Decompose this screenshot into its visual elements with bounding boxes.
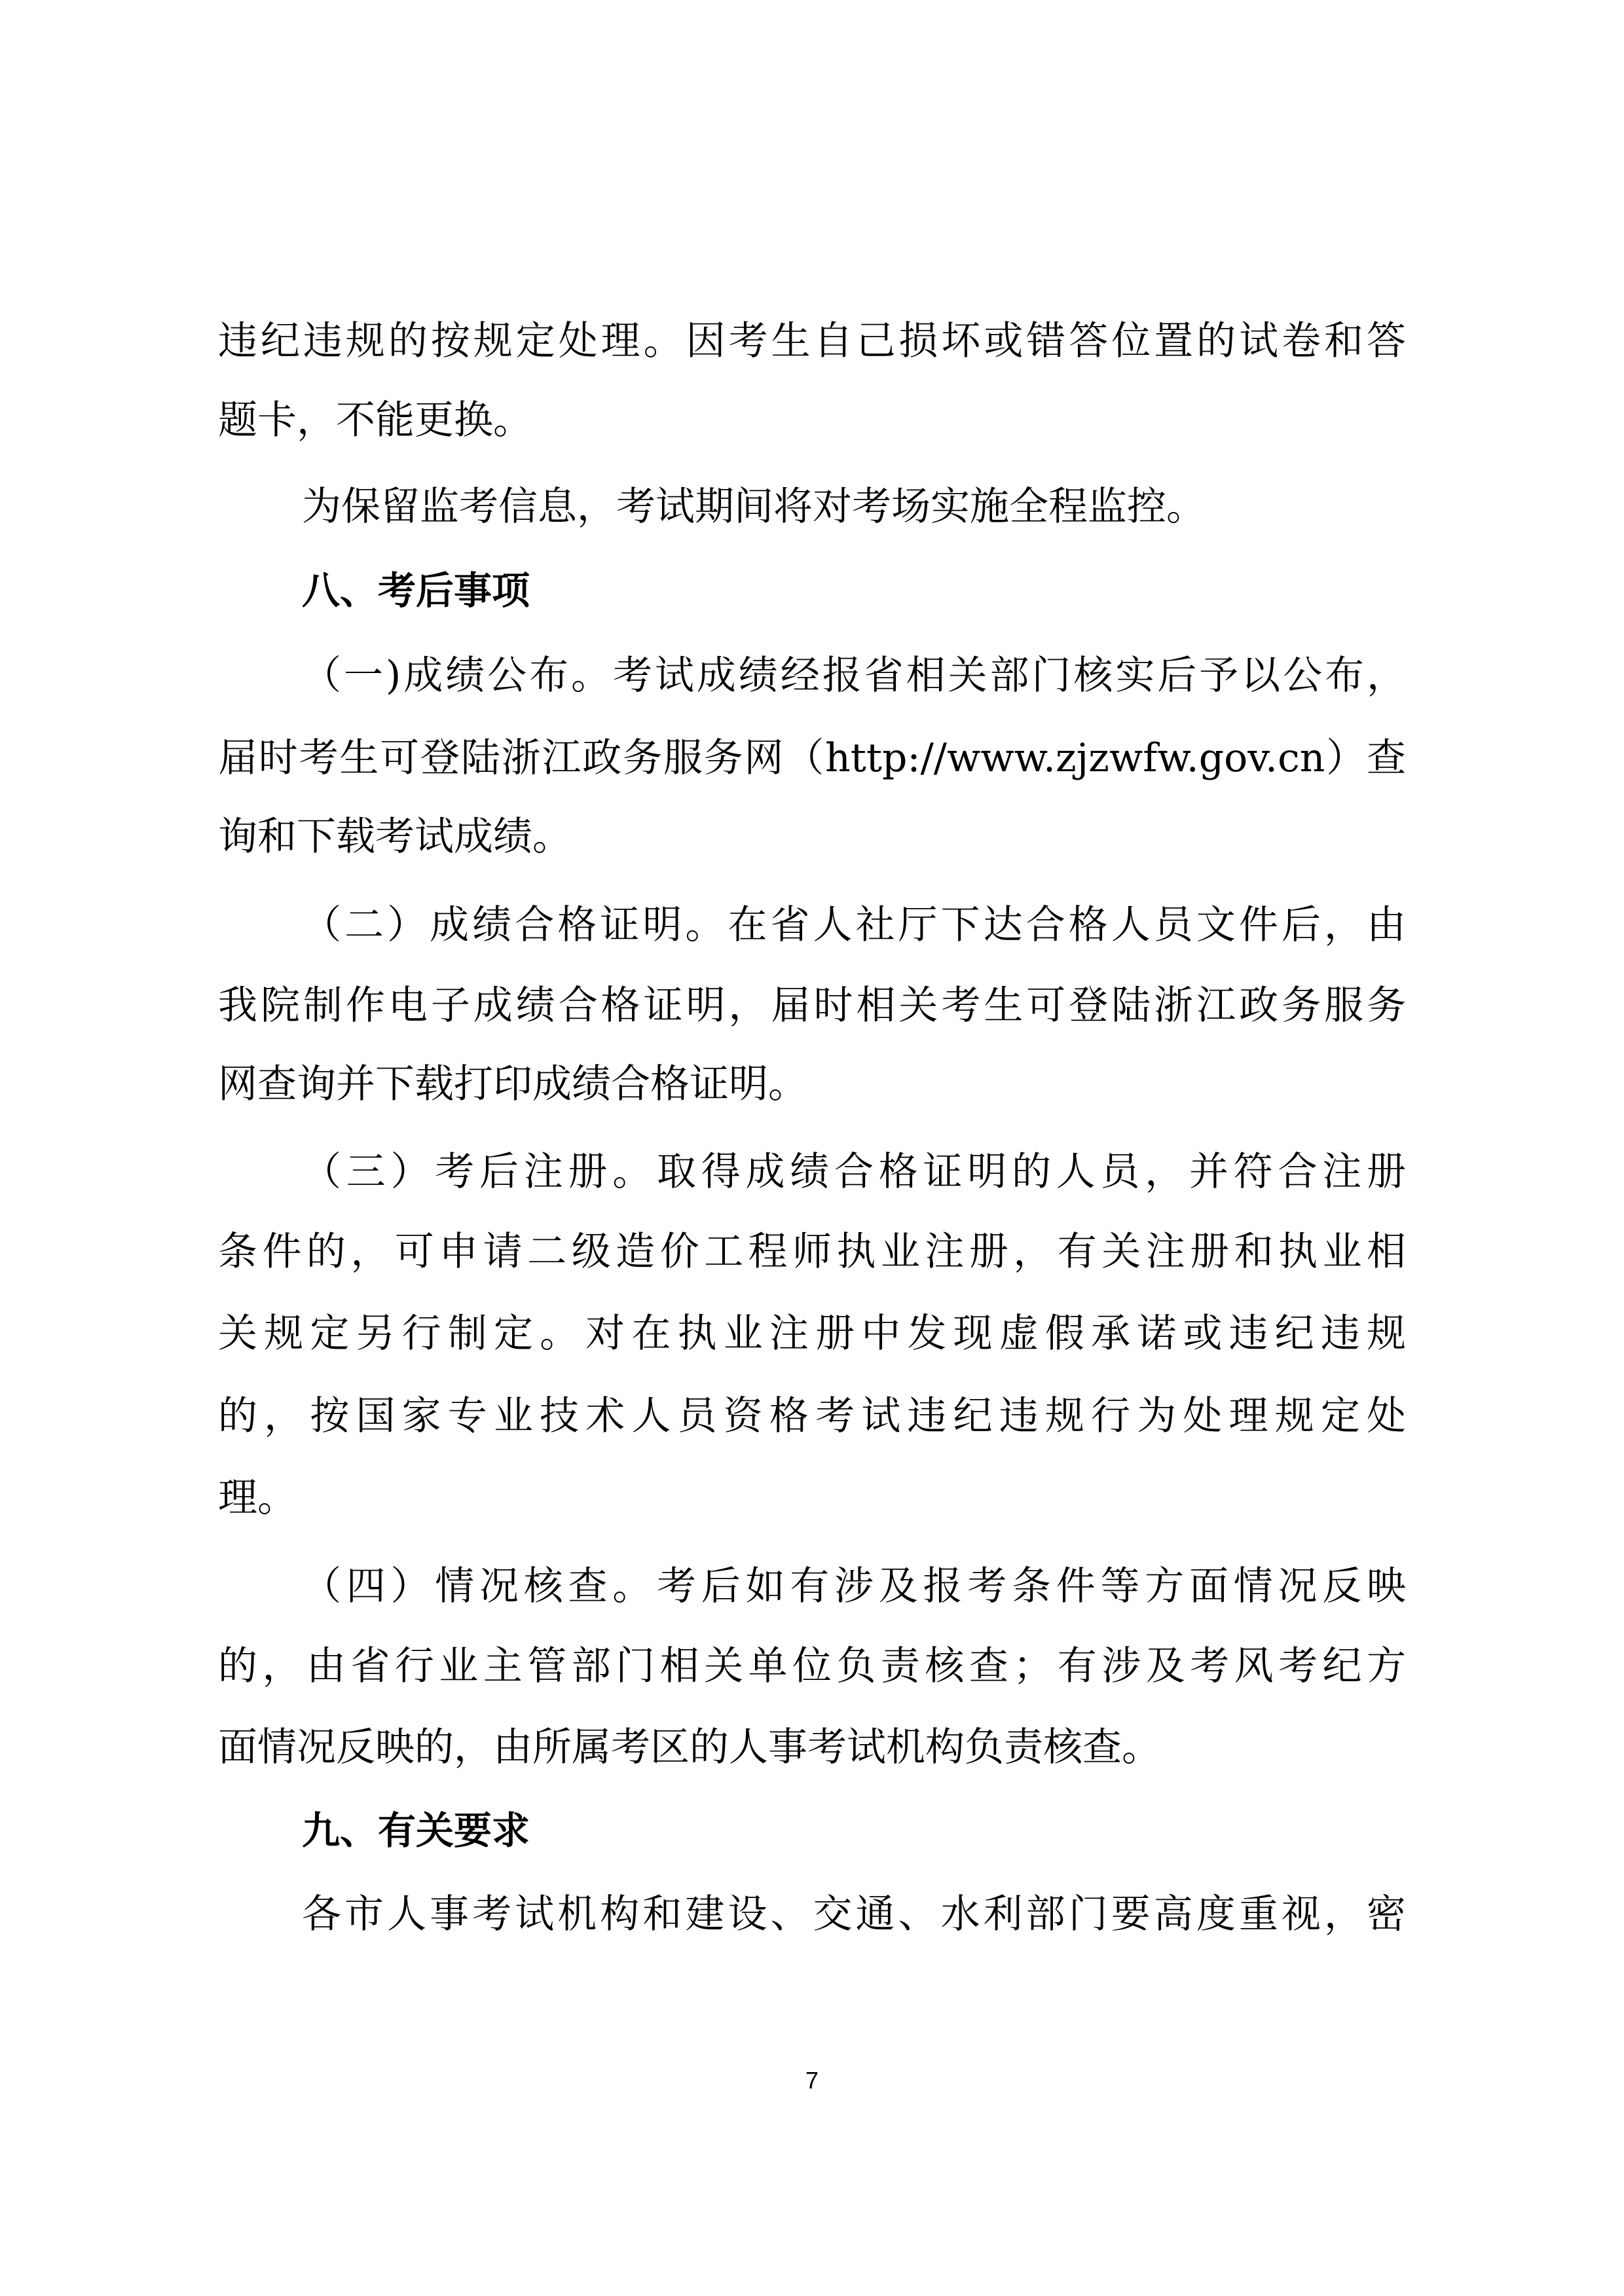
paragraph-line: 的，由省行业主管部门相关单位负责核查；有涉及考风考纪方	[218, 1643, 1406, 1689]
paragraph-line: 关规定另行制定。对在执业注册中发现虚假承诺或违纪违规	[218, 1311, 1406, 1357]
paragraph-line: （二）成绩合格证明。在省人社厅下达合格人员文件后，由	[302, 902, 1406, 948]
paragraph-line: 题卡，不能更换。	[218, 397, 532, 443]
paragraph-line: 询和下载考试成绩。	[218, 814, 572, 860]
section-heading-8: 八、考后事项	[302, 568, 530, 613]
paragraph-line: 条件的，可申请二级造价工程师执业注册，有关注册和执业相	[218, 1229, 1406, 1275]
paragraph-line: 我院制作电子成绩合格证明，届时相关考生可登陆浙江政务服务	[218, 983, 1406, 1029]
section-heading-9: 九、有关要求	[302, 1808, 530, 1853]
paragraph-line: （三）考后注册。取得成绩合格证明的人员，并符合注册	[302, 1149, 1406, 1195]
paragraph-line: 网查询并下载打印成绩合格证明。	[218, 1061, 807, 1107]
paragraph-line: 届时考生可登陆浙江政务服务网（http://www.zjzwfw.gov.cn）查	[218, 735, 1406, 781]
paragraph-line: 为保留监考信息，考试期间将对考场实施全程监控。	[302, 484, 1206, 530]
paragraph-line: 面情况反映的，由所属考区的人事考试机构负责核查。	[218, 1724, 1161, 1770]
page-number: 7	[805, 2067, 819, 2094]
paragraph-line: 理。	[218, 1475, 297, 1521]
paragraph-line: 各市人事考试机构和建设、交通、水利部门要高度重视，密	[302, 1891, 1406, 1937]
paragraph-line: （一)成绩公布。考试成绩经报省相关部门核实后予以公布，	[302, 653, 1406, 699]
paragraph-line: 的，按国家专业技术人员资格考试违纪违规行为处理规定处	[218, 1393, 1406, 1439]
paragraph-line: （四）情况核查。考后如有涉及报考条件等方面情况反映	[302, 1563, 1406, 1609]
paragraph-line: 违纪违规的按规定处理。因考生自己损坏或错答位置的试卷和答	[218, 318, 1406, 364]
